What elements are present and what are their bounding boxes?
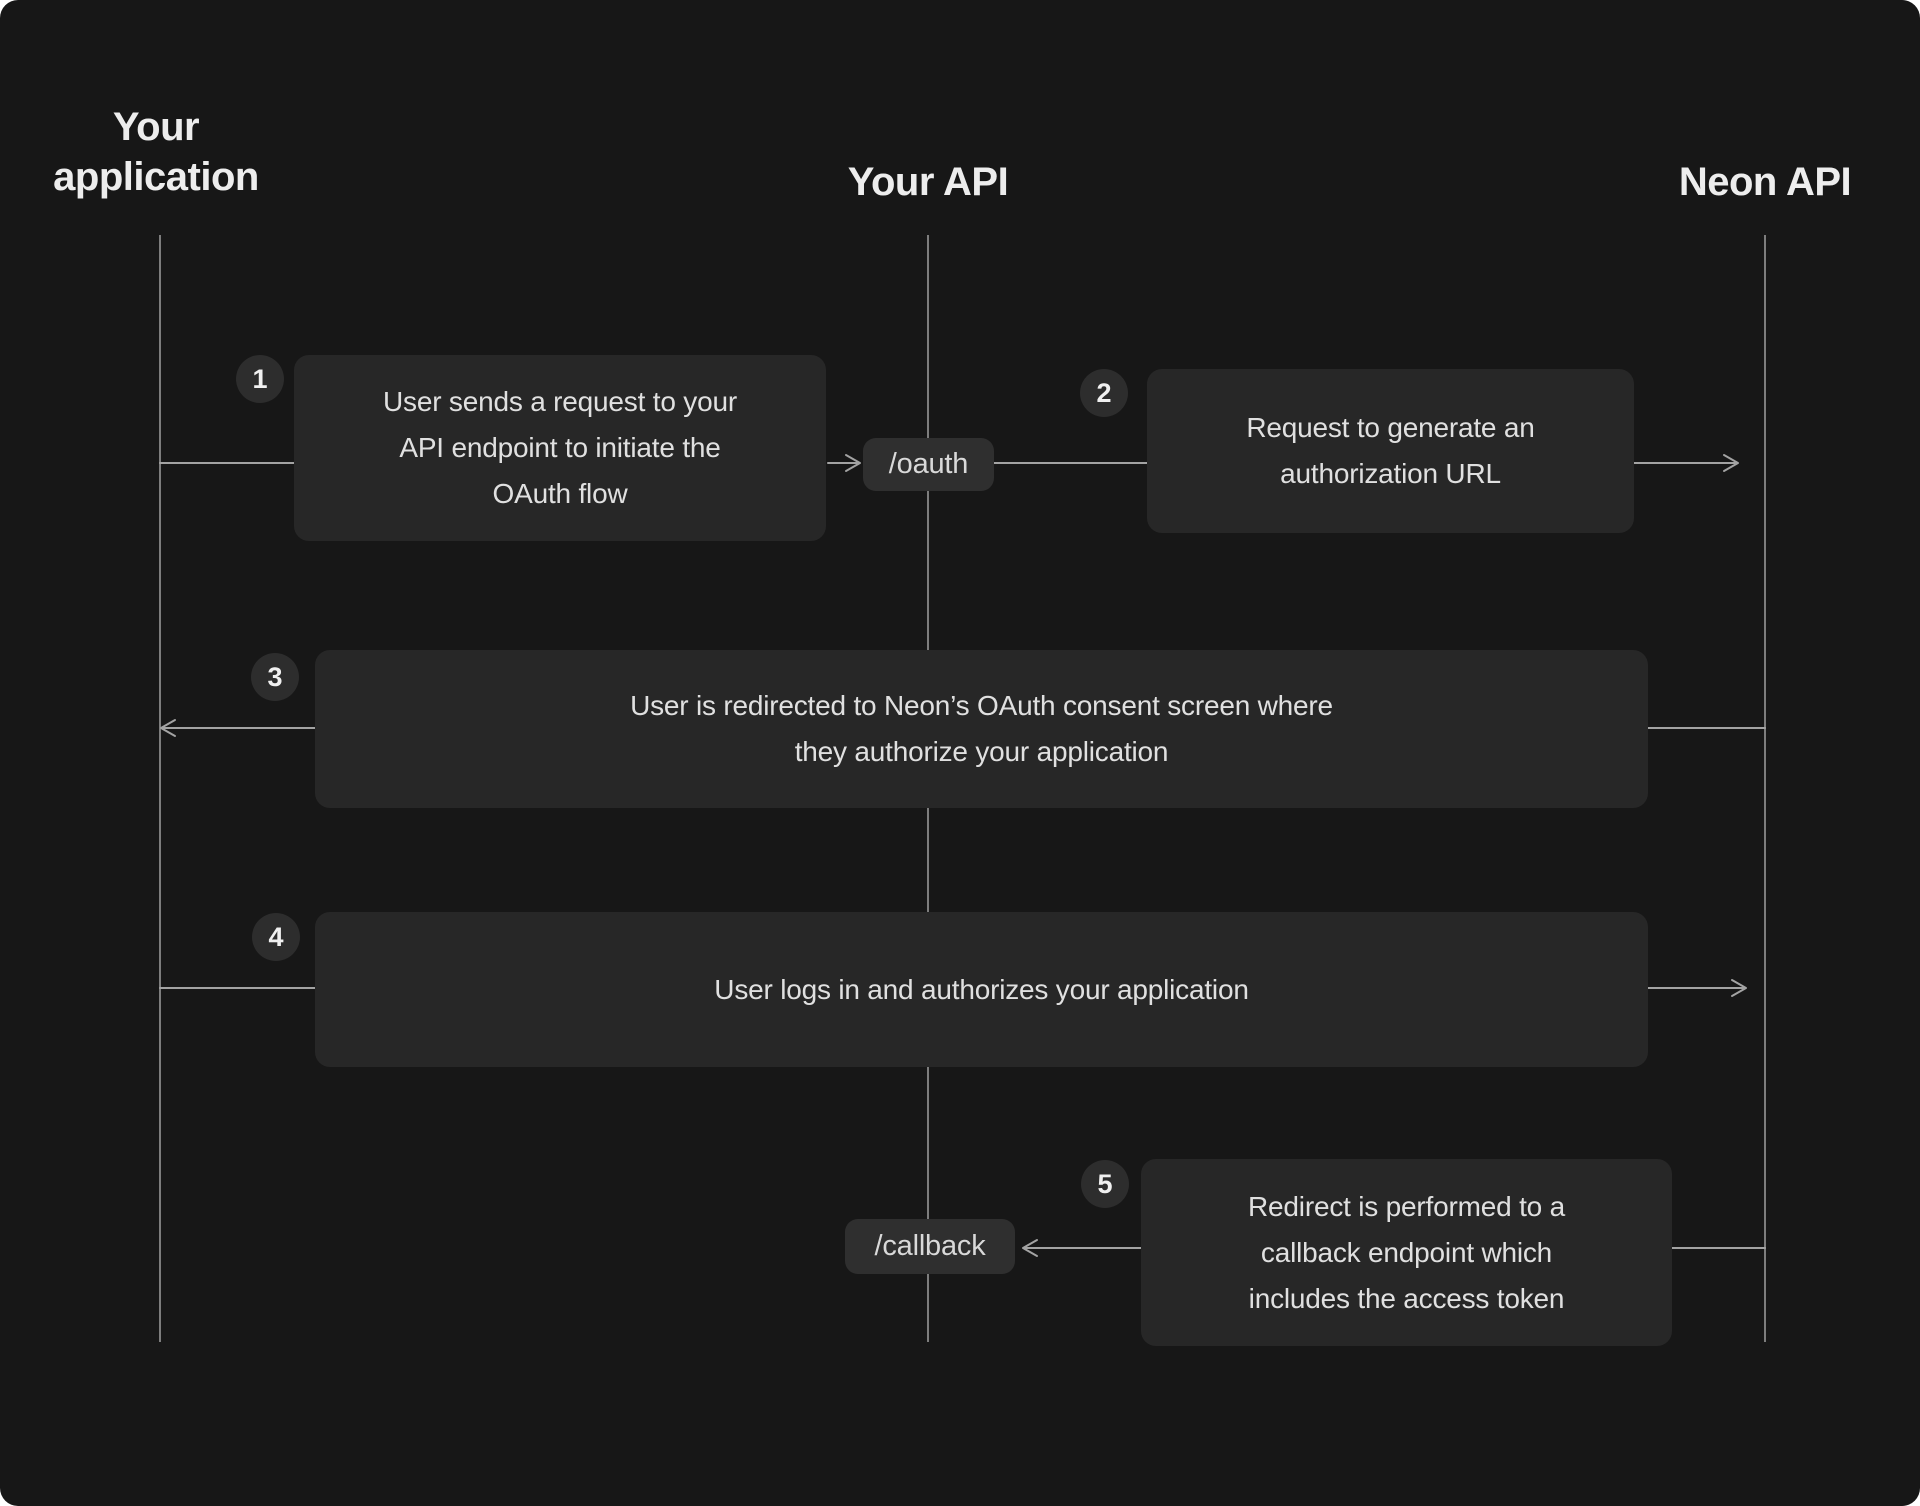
- step-5-badge: 5: [1081, 1160, 1129, 1208]
- step-2-badge: 2: [1080, 369, 1128, 417]
- step-3-message-text: User is redirected to Neon’s OAuth consent screen where they authorize your application: [630, 690, 1333, 767]
- step-4-message-box: [315, 912, 1648, 1067]
- arrow-step2-api-to-neon: [1634, 455, 1738, 471]
- endpoint-callback-label: /callback: [845, 1219, 1015, 1274]
- actor-neon-api: Neon API: [1678, 160, 1852, 204]
- step-4-badge: 4: [252, 913, 300, 961]
- step-3-message-box: [315, 650, 1648, 808]
- actor-your-api: Your API: [847, 160, 1009, 204]
- step-1-message-text: User sends a request to your API endpoint to initiate the OAuth flow: [383, 386, 737, 509]
- step-5-message-text: Redirect is performed to a callback endpoint which includes the access token: [1248, 1190, 1565, 1314]
- step-1-badge: 1: [236, 355, 284, 403]
- step-2-message-box: [1147, 369, 1634, 533]
- step-5-message-box: [1141, 1159, 1672, 1346]
- step-3-badge: 3: [251, 653, 299, 701]
- actor-your-application: Your application: [53, 105, 259, 199]
- step-1-message-box: [294, 355, 826, 541]
- endpoint-oauth-label: /oauth: [863, 438, 994, 491]
- step-2-message-text: Request to generate an authorization URL: [1246, 412, 1535, 489]
- step-4-message-text: User logs in and authorizes your application: [714, 973, 1249, 1005]
